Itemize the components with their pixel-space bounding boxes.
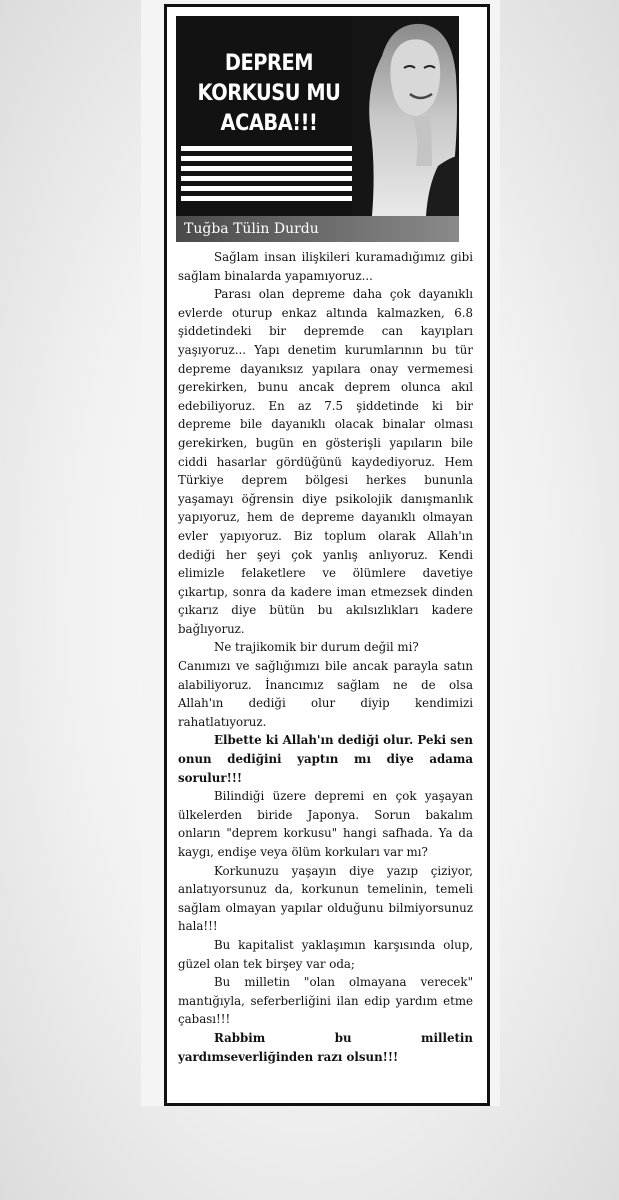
paragraph: Sağlam insan ilişkileri kuramadığımız gibi sağlam binalarda yapamıyoruz... bbox=[178, 250, 473, 283]
headline-line: DEPREM bbox=[224, 50, 314, 76]
paragraph: Rabbim bu milletin bbox=[214, 1030, 473, 1045]
headline-line: ACABA!!! bbox=[220, 110, 318, 136]
paragraph: Korkunuzu yaşayın diye yazıp çiziyor, anlatıyorsunuz da, korkunun temelinin, temeli sağlam olmayan yapılar olduğunu bilmiyorsunuz hala!!! bbox=[178, 863, 473, 934]
paragraph: Bilindiği üzere depremi en çok yaşayan ülkelerden biride Japonya. Sorun bakalım onların "deprem korkusu" hangi safhada. Ya da kaygı, endişe veya ölüm korkuları var mı? bbox=[178, 789, 473, 859]
headline bbox=[196, 48, 342, 138]
paragraph: Bu kapitalist yaklaşımın karşısında olup, güzel olan tek birşey var oda; bbox=[178, 937, 473, 971]
headline-line: KORKUSU MU bbox=[197, 80, 341, 106]
paragraph: Bu milletin "olan olmayana verecek" mantığıyla, seferberliğini ilan edip yardım etme çabası!!! bbox=[178, 975, 473, 1027]
paragraph: Ne trajikomik bir durum değil mi? bbox=[214, 640, 419, 655]
paragraph: Parası olan depreme daha çok dayanıklı evlerde oturup enkaz altında kalmazken, 6.8 şiddetindeki bir depremde can kayıpları yaşıyoruz... Yapı denetim kurumlarının bu tür depreme dayanıksız yapılara onay vermemesi gerekirken, bunu ancak deprem olunca akıl edebiliyoruz. En az 7.5 şiddetinde ki bir depreme bile dayanıklı olacak binalar olması gerekirken, bugün en gösterişli yapıların bile ciddi hasarlar gördüğünü kaydediyoruz. Hem Türkiye deprem bölgesi herkes bununla yaşamayı öğrensin diye psikolojik danışmanlık yapıyoruz, hem de depreme dayanıklı olmayan evler yapıyoruz. Biz toplum olarak Allah'ın dediği her şeyi çok yanlış anlıyoruz. Kendi elimizle felaketlere ve ölümlere davetiye çıkartıp, sonra da kadere iman etmezsek dinden çıkarız diye bütün bu akılsızlıkları kadere bağlıyoruz. bbox=[178, 287, 473, 636]
paragraph: Canımızı ve sağlığımızı bile ancak parayla satın alabiliyoruz. İnancımız sağlam ne de olsa Allah'ın dediği olur diyip kendimizi rahatlatıyoruz. bbox=[178, 659, 473, 729]
article-body bbox=[178, 248, 473, 1066]
author-name: Tuğba Tülin Durdu bbox=[184, 221, 319, 237]
header-stripes bbox=[181, 146, 353, 206]
author-portrait bbox=[352, 16, 459, 216]
paragraph: Elbette ki Allah'ın dediği olur. Peki sen onun dediğini yaptın mı diye adama sorulur!!! bbox=[178, 733, 473, 785]
paragraph: yardımseverliğinden razı olsun!!! bbox=[178, 1049, 399, 1064]
